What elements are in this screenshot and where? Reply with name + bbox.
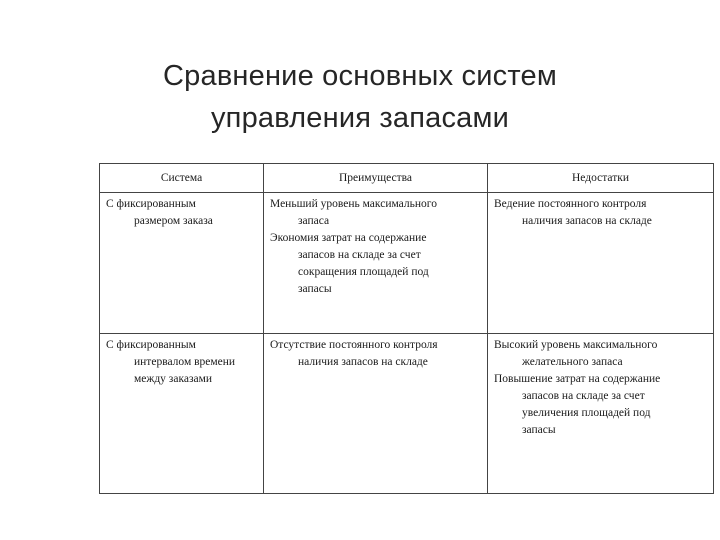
entry-line: наличия запасов на складе xyxy=(298,356,428,368)
cell-advantages xyxy=(264,193,488,334)
disadvantage-entry xyxy=(494,337,707,371)
entry-first-line: Повышение затрат на содержание xyxy=(494,373,661,385)
system-entry xyxy=(106,337,257,388)
entry-line: интервалом времени xyxy=(134,356,236,368)
table-header-row xyxy=(100,164,714,193)
entry-first-line: С фиксированным xyxy=(106,339,196,351)
header-system: Система xyxy=(100,164,264,193)
entry-line: сокращения площадей под xyxy=(298,266,429,278)
entry-first-line: Отсутствие постоянного контроля xyxy=(270,339,438,351)
entry-line: размером заказа xyxy=(134,215,213,227)
entry-first-line: Экономия затрат на содержание xyxy=(270,232,427,244)
entry-line: наличия запасов на складе xyxy=(522,215,652,227)
advantage-entry xyxy=(270,230,481,298)
table-row xyxy=(100,334,714,494)
entry-line: увеличения площадей под xyxy=(522,407,651,419)
entry-first-line: Меньший уровень максимального xyxy=(270,198,437,210)
disadvantage-entry xyxy=(494,371,707,439)
advantage-entry xyxy=(270,196,481,230)
disadvantage-entry xyxy=(494,196,707,230)
cell-system xyxy=(100,193,264,334)
header-disadvantages: Недостатки xyxy=(488,164,714,193)
header-advantages: Преимущества xyxy=(264,164,488,193)
slide-title-line-2: управления запасами xyxy=(210,102,510,134)
slide-title-line-1: Сравнение основных систем xyxy=(163,60,557,92)
entry-line: запасы xyxy=(298,283,332,295)
entry-first-line: С фиксированным xyxy=(106,198,196,210)
cell-disadvantages xyxy=(488,193,714,334)
entry-first-line: Высокий уровень максимального xyxy=(494,339,658,351)
slide-title xyxy=(100,55,620,139)
advantage-entry xyxy=(270,337,481,371)
entry-line: запасов на складе за счет xyxy=(298,249,421,261)
entry-line: между заказами xyxy=(134,373,213,385)
table-row xyxy=(100,193,714,334)
system-entry xyxy=(106,196,257,230)
cell-disadvantages xyxy=(488,334,714,494)
entry-line: запасы xyxy=(522,424,556,436)
cell-system xyxy=(100,334,264,494)
entry-line: запаса xyxy=(298,215,330,227)
entry-line: желательного запаса xyxy=(522,356,623,368)
cell-advantages xyxy=(264,334,488,494)
comparison-table xyxy=(99,163,714,494)
entry-line: запасов на складе за счет xyxy=(522,390,645,402)
entry-first-line: Ведение постоянного контроля xyxy=(494,198,647,210)
